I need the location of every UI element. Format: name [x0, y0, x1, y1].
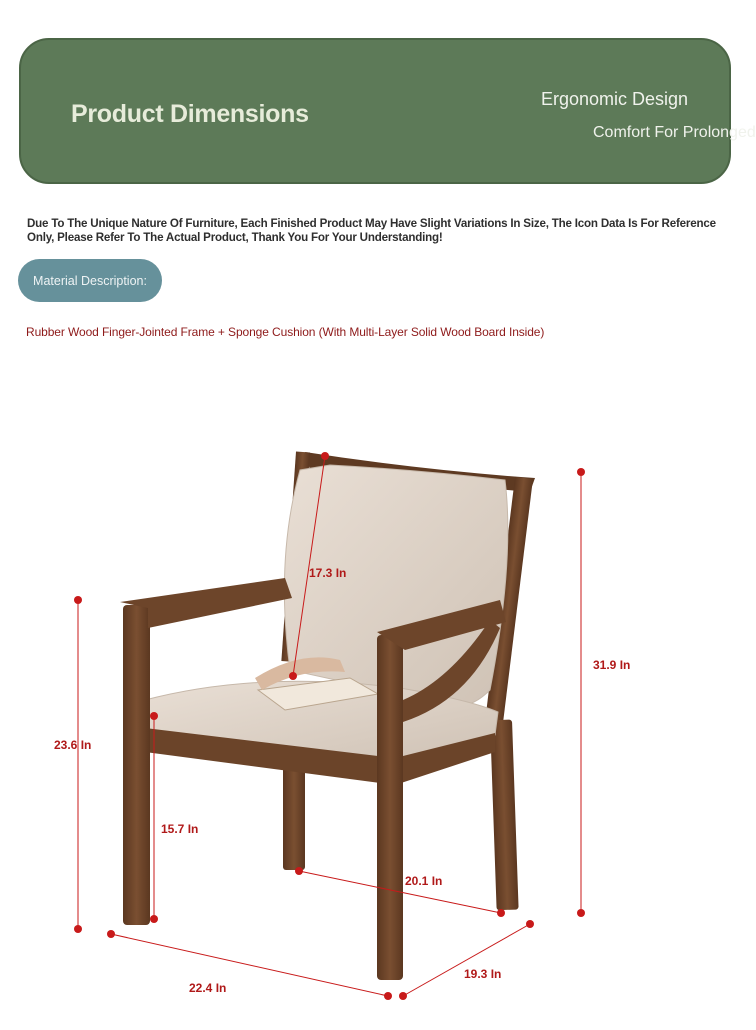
backrest-height-label: 17.3 In: [309, 566, 347, 580]
disclaimer-text: Due To The Unique Nature Of Furniture, Each Finished Product May Have Slight Variations In Size, The Icon Data Is For Reference Only, Please Refer To The Actual Product, Thank You For Your Understanding!: [27, 217, 716, 244]
depth-label: 19.3 In: [464, 967, 502, 981]
width-dimension-line: [111, 934, 388, 996]
depth-dimension-line: [403, 924, 530, 996]
seat-height-label: 15.7 In: [161, 822, 199, 836]
total-height-label: 31.9 In: [593, 658, 631, 672]
seat-depth-label: 20.1 In: [405, 874, 443, 888]
material-description-badge: Material Description:: [18, 259, 162, 302]
banner-title: Product Dimensions: [71, 100, 309, 128]
material-text: Rubber Wood Finger-Jointed Frame + Sponge Cushion (With Multi-Layer Solid Wood Board Inside): [26, 325, 545, 339]
rear-left-leg: [283, 765, 305, 870]
front-right-leg: [377, 635, 403, 980]
banner-tag-primary: Ergonomic Design: [541, 89, 689, 109]
width-label: 22.4 In: [189, 981, 227, 995]
arm-height-label: 23.6 In: [54, 738, 92, 752]
front-left-leg: [123, 605, 150, 925]
banner-tag-secondary: Comfort For Prolonged: [593, 124, 756, 141]
